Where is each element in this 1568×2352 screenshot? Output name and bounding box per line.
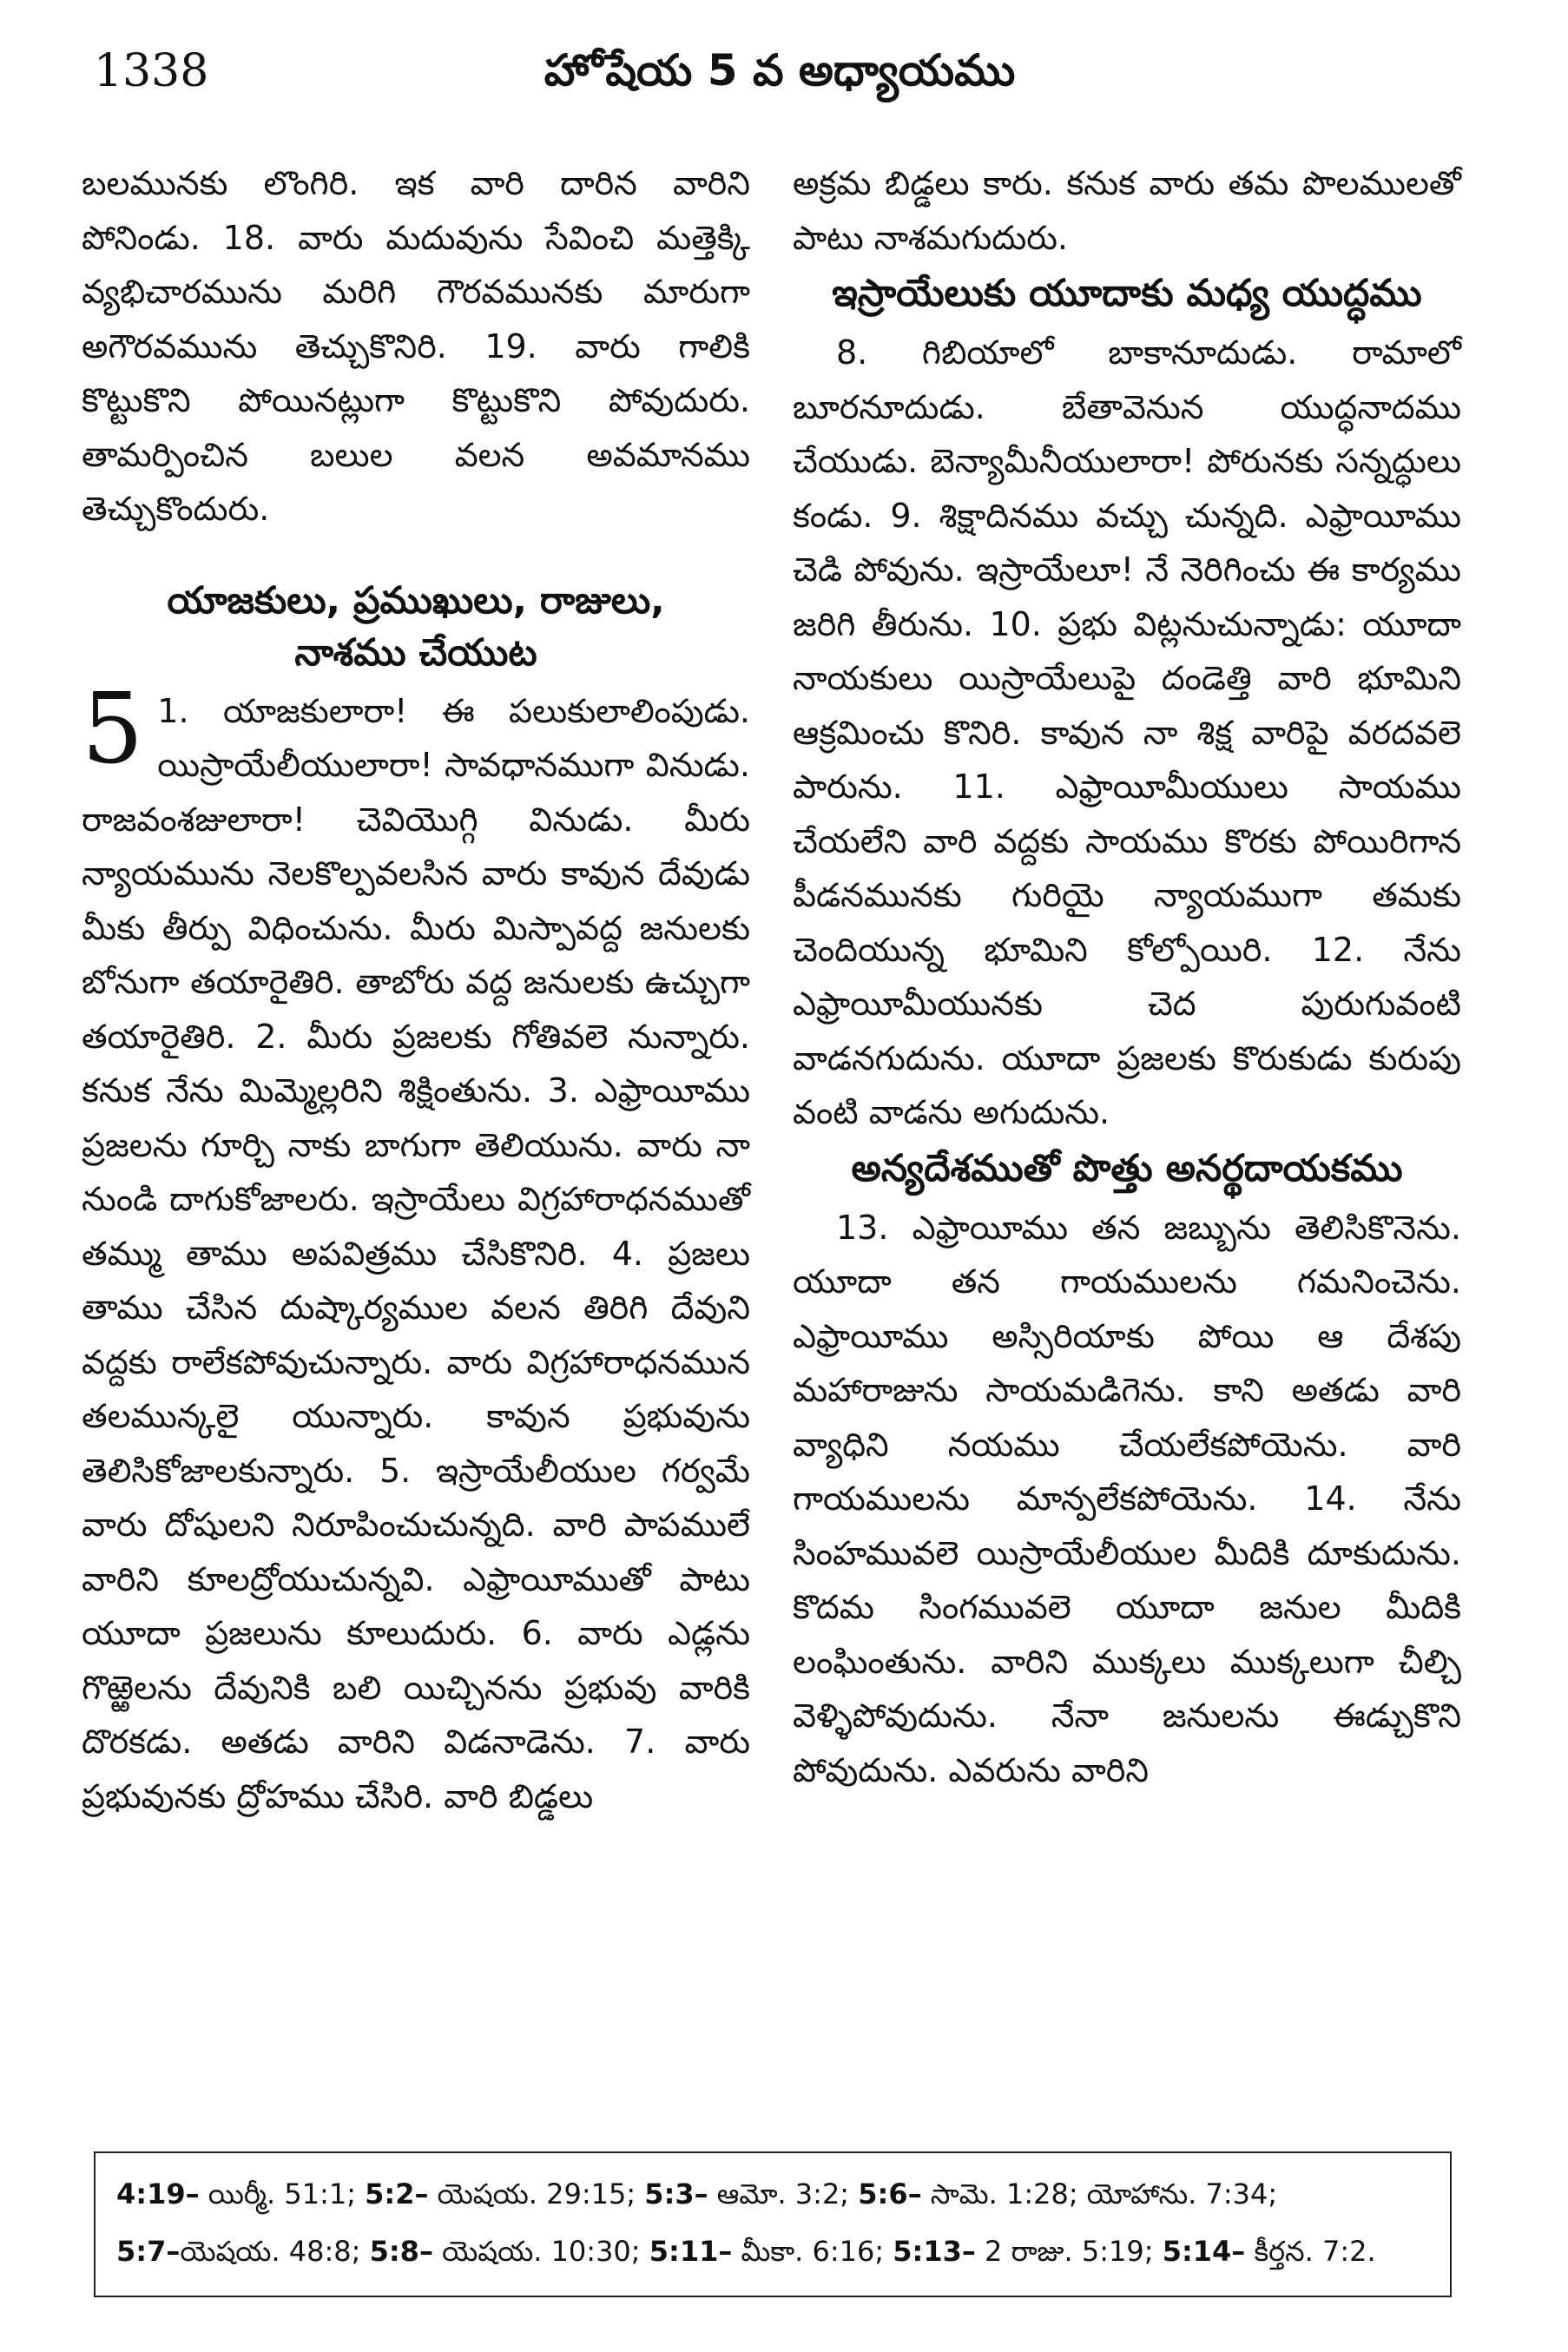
ref-text: కీర్తన. 7:2.	[1245, 2235, 1376, 2268]
ref-key: 5:11–	[649, 2235, 733, 2268]
ref-text: యెషయ. 10:30;	[432, 2235, 649, 2268]
chapter-5-opening	[82, 672, 750, 1824]
ref-key: 5:13–	[893, 2235, 976, 2268]
ref-key: 5:14–	[1162, 2235, 1246, 2268]
section-heading-alliance: అన్యదేశముతో పొత్తు అనర్థదాయకము	[851, 1146, 1403, 1190]
ref-text: మీకా. 6:16;	[732, 2235, 893, 2268]
ref-key: 5:6–	[858, 2177, 922, 2210]
right-column	[793, 156, 1461, 1797]
chapter-number: 5	[82, 672, 144, 786]
ref-text: యెషయ. 29:15;	[428, 2177, 645, 2210]
section-heading-war: ఇస్రాయేలుకు యూదాకు మధ్య యుద్ధము	[832, 272, 1422, 315]
section-heading-priests	[82, 575, 750, 679]
right-opening-paragraph: అక్రమ బిడ్డలు కారు. కనుక వారు తమ పొలములతో పాటు నాశమగుదురు.	[793, 164, 1461, 257]
ref-key: 4:19–	[116, 2177, 200, 2210]
cross-reference-line-1	[116, 2165, 1429, 2223]
verses-8-12-paragraph: 8. గిబియాలో బాకానూదుడు. రామాలో బూరనూదుడు. బేతావెనున యుద్ధనాదము చేయుడు. బెన్యామీనీయులారా! పోరునకు సన్నద్ధులు కండు. 9. శిక్షాదినము వచ్చు చున్నది. ఎఫ్రాయీము చెడి పోవును. ఇస్రాయేలూ! నే నెరిగించు ఈ కార్యము జరిగి తీరును. 10. ప్రభు విట్లనుచున్నాడు: యూదా నాయకులు యిస్రాయేలుపై దండెత్తి వారి భూమిని ఆక్రమించు కొనిరి. కావున నా శిక్ష వారిపై వరదవలె పారును. 11. ఎఫ్రాయీమీయులు సాయము చేయలేని వారి వద్దకు సాయము కొరకు పోయిరిగాన పీడనమునకు గురియై న్యాయముగా తమకు చెందియున్న భూమిని కోల్పోయిరి. 12. నేను ఎఫ్రాయీమీయునకు చెద పురుగువంటి వాడనగుదును. యూదా ప్రజలకు కొరుకుడు కురుపు వంటి వాడను అగుదును.	[793, 333, 1461, 1131]
page-number: 1338	[94, 45, 209, 97]
cross-reference-box	[94, 2151, 1452, 2297]
ref-text: యిర్మీ. 51:1;	[199, 2177, 366, 2210]
ref-key: 5:7–	[116, 2235, 181, 2268]
ref-text: యెషయ. 48:8;	[180, 2235, 370, 2268]
page-header	[94, 45, 1466, 115]
chapter-5-text: 1. యాజకులారా! ఈ పలుకులాలింపుడు. యిస్రాయేలీయులారా! సావధానముగా వినుడు. రాజవంశజులారా! చెవియొగ్గి వినుడు. మీరు న్యాయమును నెలకొల్పవలసిన వారు కావున దేవుడు మీకు తీర్పు విధించును. మీరు మిస్పావద్ద జనులకు బోనుగా తయారైతిరి. తాబోరు వద్ద జనులకు ఉచ్చుగా తయారైతిరి. 2. మీరు ప్రజలకు గోతివలె నున్నారు. కనుక నేను మిమ్మెల్లరిని శిక్షింతును. 3. ఎఫ్రాయీము ప్రజలను గూర్చి నాకు బాగుగా తెలియును. వారు నా నుండి దాగుకోజాలరు. ఇస్రాయేలు విగ్రహారాధనముతో తమ్ము తాము అపవిత్రము చేసికొనిరి. 4. ప్రజలు తాము చేసిన దుష్కార్యముల వలన తిరిగి దేవుని వద్దకు రాలేకపోవుచున్నారు. వారు విగ్రహారాధనమున తలమున్కలై యున్నారు. కావున ప్రభువును తెలిసికోజాలకున్నారు. 5. ఇస్రాయేలీయుల గర్వమే వారు దోషులని నిరూపించుచున్నది. వారి పాపములే వారిని కూలద్రోయుచున్నవి. ఎఫ్రాయీముతో పాటు యూదా ప్రజలును కూలుదురు. 6. వారు ఎడ్లను గొఱ్ఱెలను దేవునికి బలి యిచ్చినను ప్రభువు వారికి దొరకడు. అతడు వారిని విడనాడెను. 7. వారు ప్రభువునకు ద్రోహము చేసిరి. వారి బిడ్డలు	[82, 691, 750, 1815]
ref-text: 2 రాజు. 5:19;	[975, 2235, 1163, 2268]
running-head: హోషేయ 5 వ అధ్యాయము	[544, 45, 1016, 96]
section-heading-line-2: నాశము చేయుట	[294, 630, 537, 675]
left-column	[82, 156, 750, 1823]
ref-key: 5:3–	[644, 2177, 708, 2210]
ref-text: సామె. 1:28; యోహాను. 7:34;	[921, 2177, 1278, 2210]
verses-13-14-paragraph: 13. ఎఫ్రాయీము తన జబ్బును తెలిసికొనెను. యూదా తన గాయములను గమనించెను. ఎఫ్రాయీము అస్సిరియాకు పోయి ఆ దేశపు మహారాజును సాయమడిగెను. కాని అతడు వారి వ్యాధిని నయము చేయలేకపోయెను. వారి గాయములను మాన్పలేకపోయెను. 14. నేను సింహమువలె యిస్రాయేలీయుల మీదికి దూకుదును. కొదమ సింగమువలె యూదా జనుల మీదికి లంఘింతును. వారిని ముక్కలు ముక్కలుగా చీల్చి వెళ్ళిపోవుదును. నేనా జనులను ఈడ్చుకొని పోవుదును. ఎవరును వారిని	[793, 1208, 1461, 1789]
cross-reference-line-2	[116, 2223, 1429, 2280]
section-heading-line-1: యాజకులు, ప్రముఖులు, రాజులు,	[167, 578, 665, 623]
ref-key: 5:8–	[369, 2235, 433, 2268]
left-opening-paragraph: బలమునకు లొంగిరి. ఇక వారి దారిన వారిని పోనిండు. 18. వారు మదువును సేవించి మత్తెక్కి వ్యభిచారమును మరిగి గౌరవమునకు మారుగా అగౌరవమును తెచ్చుకొనిరి. 19. వారు గాలికి కొట్టుకొని పోయినట్లుగా కొట్టుకొని పోవుదురు. తామర్పించిన బలుల వలన అవమానము తెచ్చుకొందురు.	[82, 164, 750, 528]
ref-text: ఆమో. 3:2;	[708, 2177, 859, 2210]
ref-key: 5:2–	[365, 2177, 429, 2210]
